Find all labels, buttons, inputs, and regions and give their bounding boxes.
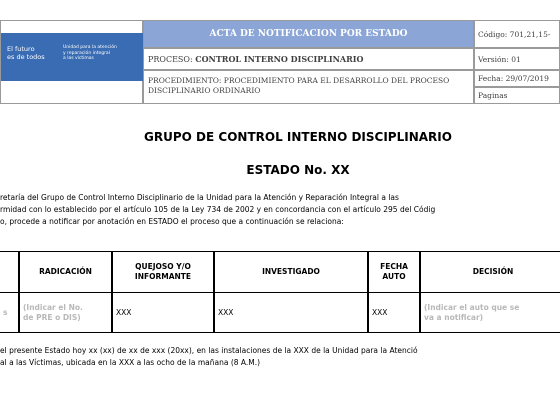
intro-paragraph-line: o, procede a notificar por anotación en ESTADO el proceso que a continuación se relaciona: <box>0 217 344 226</box>
document-header <box>0 20 560 104</box>
table-header-first <box>0 251 19 293</box>
intro-paragraph-line: retaría del Grupo de Control Interno Disciplinario de la Unidad para la Atención y Reparación Integral a las <box>0 193 399 202</box>
table-cell-first: s <box>0 292 19 333</box>
closing-paragraph-line: al a las Víctimas, ubicada en la XXX a las ocho de la mañana (8 A.M.) <box>0 358 261 367</box>
estado-title: ESTADO No. XX <box>246 163 350 177</box>
institution-logo <box>1 33 144 81</box>
procedimiento-field: PROCEDIMIENTO: PROCEDIMIENTO PARA EL DESARROLLO DEL PROCESO DISCIPLINARIO ORDINARIO <box>143 70 474 104</box>
table-header-investigado: INVESTIGADO <box>214 251 368 293</box>
proceso-value: CONTROL INTERNO DISCIPLINARIO <box>195 54 364 64</box>
table-cell-investigado: XXX <box>214 292 368 333</box>
table-cell-quejoso: XXX <box>112 292 214 333</box>
document-title: ACTA DE NOTIFICACION POR ESTADO <box>143 20 474 48</box>
fecha-field: Fecha: 29/07/2019 <box>474 70 560 87</box>
codigo-field: Código: 701,21,15- <box>474 20 560 48</box>
version-field: Versión: 01 <box>474 48 560 70</box>
logo-cell <box>0 20 143 104</box>
closing-paragraph-line: el presente Estado hoy xx (xx) de xx de xxx (20xx), en las instalaciones de la XXX de la Unidad para la Atenció <box>0 346 418 355</box>
table-header-quejoso: QUEJOSO Y/O INFORMANTE <box>112 251 214 293</box>
group-title: GRUPO DE CONTROL INTERNO DISCIPLINARIO <box>144 130 452 144</box>
table-header-radicacion: RADICACIÓN <box>19 251 112 293</box>
table-cell-fecha-auto: XXX <box>368 292 420 333</box>
logo-entity-name: Unidad para la atención y reparación integral a las víctimas <box>63 45 117 61</box>
proceso-field <box>143 48 474 70</box>
proceso-label: PROCESO: <box>148 55 196 64</box>
intro-paragraph-line: rmidad con lo establecido por el artículo 105 de la Ley 734 de 2002 y en concordancia con el artículo 295 del Códig <box>0 205 436 214</box>
table-header-fecha-auto: FECHA AUTO <box>368 251 420 293</box>
logo-slogan: El futuro es de todos <box>7 45 45 61</box>
table-cell-radicacion: (Indicar el No. de PRE o DIS) <box>19 292 112 333</box>
table-header-decision: DECISIÓN <box>420 251 560 293</box>
table-cell-decision: (Indicar el auto que se va a notificar) <box>420 292 560 333</box>
paginas-field: Paginas <box>474 87 560 104</box>
